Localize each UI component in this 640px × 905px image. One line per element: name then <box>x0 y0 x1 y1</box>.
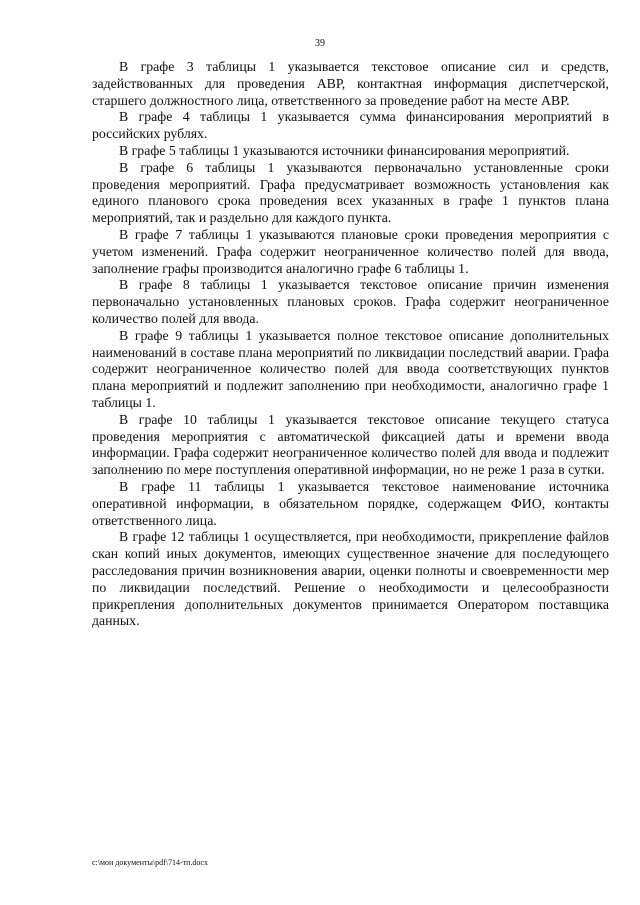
paragraph-grafa-8: В графе 8 таблицы 1 указывается текстовое описание причин изменения первоначально установленных плановых сроков. Графа содержит неограниченное количество полей для ввода. <box>92 277 609 326</box>
paragraph-grafa-11: В графе 11 таблицы 1 указывается текстовое наименование источника оперативной информации, в обязательном порядке, содержащем ФИО, контакты ответственного лица. <box>92 478 609 528</box>
page-number: 39 <box>315 38 325 49</box>
paragraph-grafa-12: В графе 12 таблицы 1 осуществляется, при необходимости, прикрепление файлов скан копий иных документов, имеющих существенное значение для последующего расследования причин возникновения аварии, оценки полноты и своевременности мер по ликвидации последствий. Решение о необходимости и целесообразности прикрепления дополнительных документов принимается Оператором поставщика данных. <box>92 529 609 629</box>
paragraph-grafa-7: В графе 7 таблицы 1 указываются плановые сроки проведения мероприятия с учетом изменений. Графа содержит неограниченное количество полей для ввода, заполнение графы производится аналогично графе 6 таблицы 1. <box>92 226 609 276</box>
footer-file-path: c:\мои документы\pdf\714-тп.docx <box>92 858 208 867</box>
paragraph-grafa-3: В графе 3 таблицы 1 указывается текстовое описание сил и средств, задействованных для проведения АВР, контактная информация диспетчерской, старшего должностного лица, ответственного за проведение работ на месте АВР. <box>92 59 609 108</box>
document-body <box>92 59 609 630</box>
paragraph-grafa-4: В графе 4 таблицы 1 указывается сумма финансирования мероприятий в российских рублях. <box>92 109 609 142</box>
paragraph-grafa-9: В графе 9 таблицы 1 указывается полное текстовое описание дополнительных наименований в составе плана мероприятий по ликвидации последствий аварии. Графа содержит неограниченное количество полей для ввода соответствующих пунктов плана мероприятий и подлежит заполнению при необходимости, аналогично графе 1 таблицы 1. <box>92 327 609 410</box>
paragraph-grafa-5: В графе 5 таблицы 1 указываются источники финансирования мероприятий. <box>119 142 570 158</box>
paragraph-grafa-6: В графе 6 таблицы 1 указываются первоначально установленные сроки проведения мероприятий. Графа предусматривает возможность установления как единого планового срока проведения всех указанных в графе 1 пунктов плана мероприятий, так и раздельно для каждого пункта. <box>92 159 609 226</box>
paragraph-grafa-10: В графе 10 таблицы 1 указывается текстовое описание текущего статуса проведения мероприятия с автоматической фиксацией даты и времени ввода информации. Графа содержит неограниченное количество полей для ввода и подлежит заполнению по мере поступления оперативной информации, но не реже 1 раза в сутки. <box>92 411 609 478</box>
